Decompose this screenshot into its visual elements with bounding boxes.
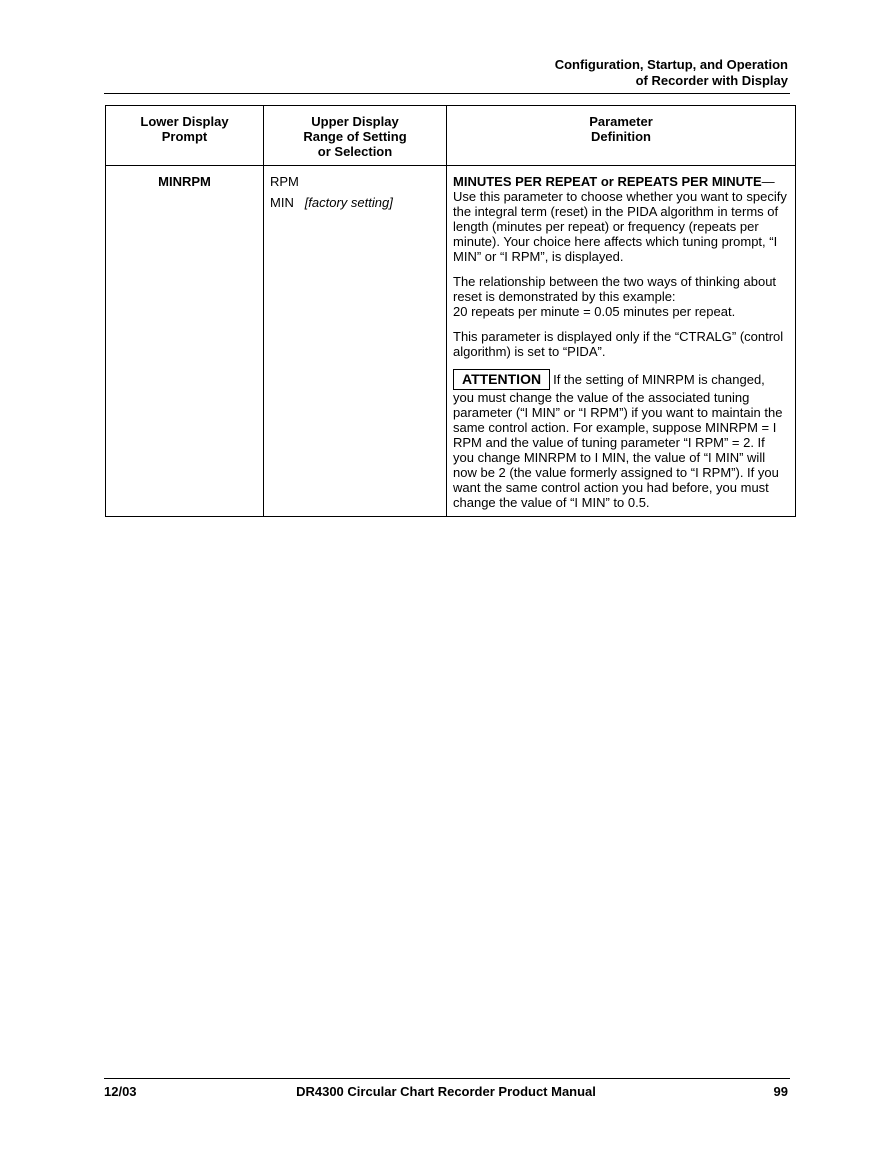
footer-rule bbox=[104, 1078, 790, 1079]
prompt-cell: MINRPM bbox=[106, 166, 264, 517]
attention-text: If the setting of MINRPM is changed, you must change the value of the associated tuning parameter (“I MIN” or “I RPM”) if you want to maintain the same control action. For example, suppose MINRPM = I RPM and the value of tuning parameter “I RPM” = 2. If you change MINRPM to I MIN, the value of “I MIN” will now be 2 (the value formerly assigned to “I RPM”). If you want the same control action you had before, you must change the value of “I MIN” to 0.5. bbox=[453, 372, 783, 510]
range-cell bbox=[264, 166, 447, 517]
option-min: MIN [factory setting] bbox=[270, 195, 393, 210]
definition-para3: This parameter is displayed only if the “CTRALG” (control algorithm) is set to “PIDA”. bbox=[453, 329, 784, 359]
definition-para2: The relationship between the two ways of thinking about reset is demonstrated by this example: 20 repeats per minute = 0.05 minutes per repeat. bbox=[453, 274, 777, 319]
attention-box: ATTENTION bbox=[453, 369, 550, 390]
definition-cell bbox=[447, 166, 796, 517]
running-header-line2: of Recorder with Display bbox=[635, 73, 788, 88]
factory-setting-note: [factory setting] bbox=[304, 195, 393, 210]
table-header-row bbox=[106, 106, 796, 166]
col-header-parameter-definition: Parameter Definition bbox=[447, 106, 796, 166]
running-header bbox=[555, 57, 788, 89]
col-header-lower-display: Lower Display Prompt bbox=[106, 106, 264, 166]
footer-date: 12/03 bbox=[104, 1084, 137, 1099]
header-rule bbox=[104, 93, 790, 94]
definition-title: MINUTES PER REPEAT or REPEATS PER MINUTE bbox=[453, 174, 762, 189]
parameter-table bbox=[105, 105, 796, 517]
page-number: 99 bbox=[773, 1084, 788, 1099]
option-rpm: RPM bbox=[270, 174, 299, 189]
footer-title: DR4300 Circular Chart Recorder Product Manual bbox=[296, 1084, 596, 1099]
attention-note bbox=[453, 369, 789, 510]
table-row bbox=[106, 166, 796, 517]
running-header-line1: Configuration, Startup, and Operation bbox=[554, 57, 788, 72]
col-header-upper-display: Upper Display Range of Setting or Selection bbox=[264, 106, 447, 166]
definition-para1: MINUTES PER REPEAT or REPEATS PER MINUTE— Use this parameter to choose whether you want to specify the integral term (reset) in the PIDA algorithm in terms of length (minutes per repeat) or frequency (repeats per minute). Your choice here affects which tuning prompt, “I MIN” or “I RPM”, is displayed. bbox=[453, 174, 787, 264]
